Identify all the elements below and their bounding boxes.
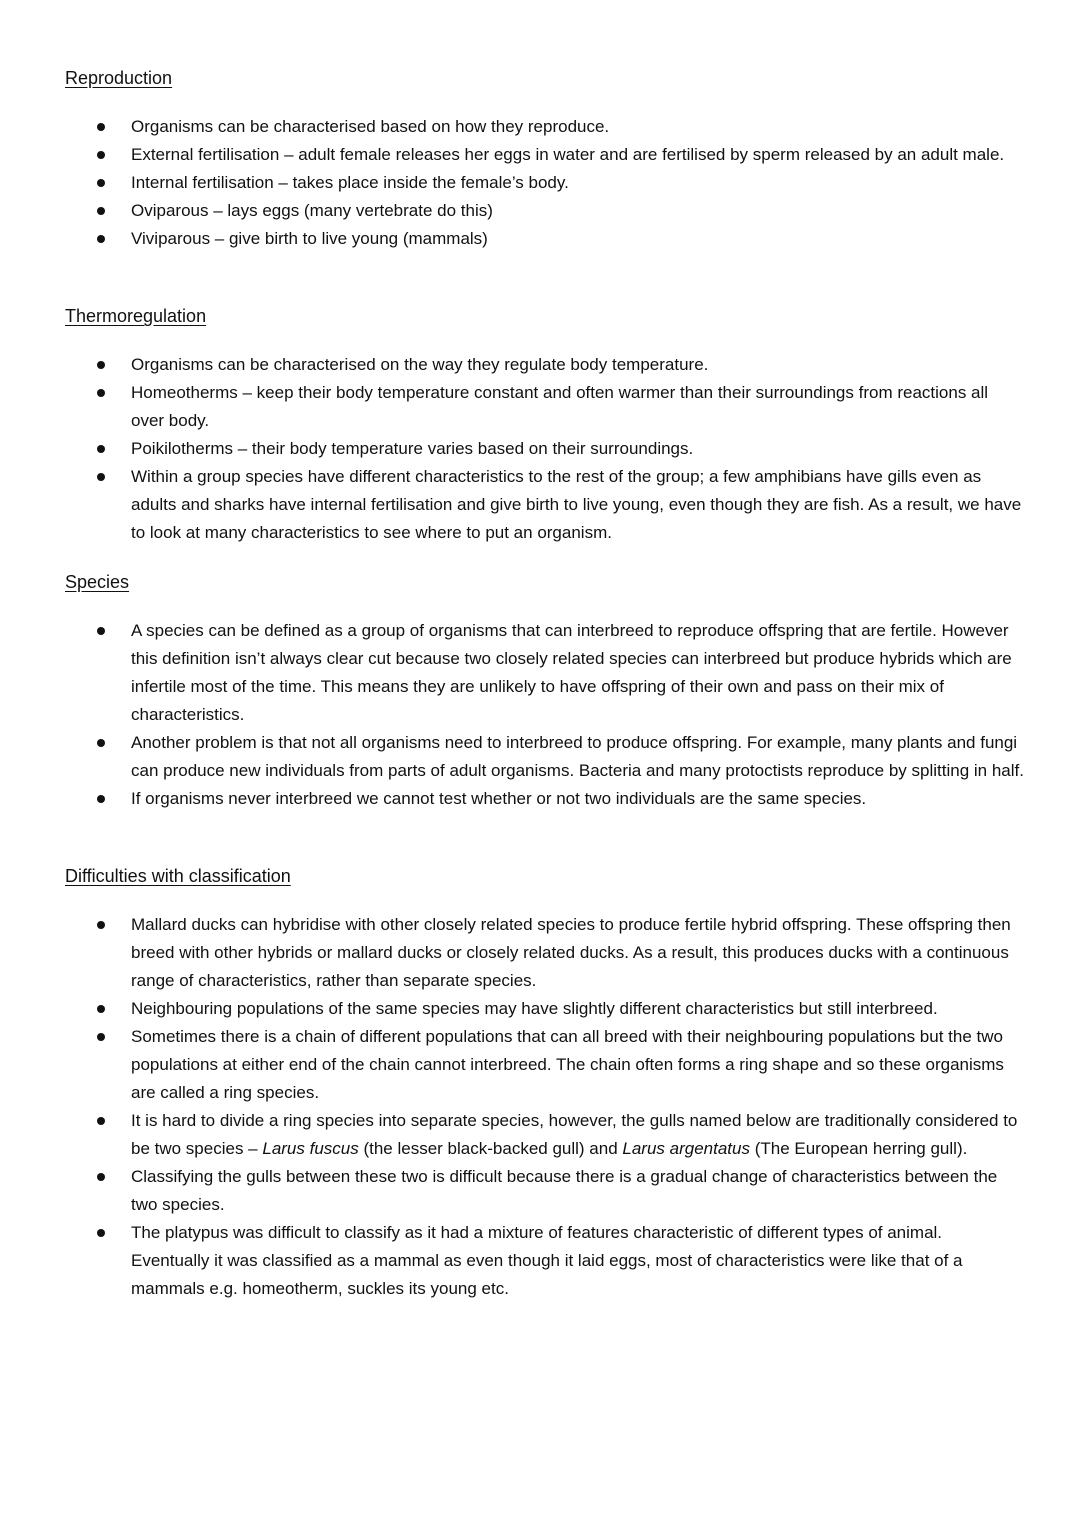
section-thermoregulation (65, 304, 1025, 547)
bullet-icon (97, 235, 105, 243)
list-item: Within a group species have different characteristics to the rest of the group; a few amphibians have gills even as adults and sharks have internal fertilisation and give birth to live young, even though they are fish. As a result, we have to look at many characteristics to see where to put an organism. (65, 463, 1025, 547)
list-item: A species can be defined as a group of organisms that can interbreed to reproduce offspring that are fertile. However this definition isn’t always clear cut because two closely related species can interbreed but produce hybrids which are infertile most of the time. This means they are unlikely to have offspring of their own and pass on their mix of characteristics. (65, 617, 1025, 729)
bullet-icon (97, 1005, 105, 1013)
bullet-icon (97, 361, 105, 369)
list-item: Mallard ducks can hybridise with other closely related species to produce fertile hybrid offspring. These offspring then breed with other hybrids or mallard ducks or closely related ducks. As a result, this produces ducks with a continuous range of characteristics, rather than separate species. (65, 911, 1025, 995)
bullet-icon (97, 389, 105, 397)
list-item: Organisms can be characterised based on how they reproduce. (65, 113, 1025, 141)
list-item: It is hard to divide a ring species into separate species, however, the gulls named below are traditionally considered to be two species – Larus fuscus (the lesser black-backed gull) and Larus argentatus (The European herring gull). (65, 1107, 1025, 1163)
species-name-italic: Larus fuscus (262, 1139, 359, 1158)
list-item: Another problem is that not all organisms need to interbreed to produce offspring. For example, many plants and fungi can produce new individuals from parts of adult organisms. Bacteria and many protoctists reproduce by splitting in half. (65, 729, 1025, 785)
list-item: External fertilisation – adult female releases her eggs in water and are fertilised by sperm released by an adult male. (65, 141, 1025, 169)
bullet-icon (97, 1033, 105, 1041)
bullet-list (65, 617, 1025, 813)
section-heading: Reproduction (65, 68, 173, 88)
list-item: Neighbouring populations of the same species may have slightly different characteristics but still interbreed. (65, 995, 1025, 1023)
section-heading: Difficulties with classification (65, 866, 291, 886)
list-item: Homeotherms – keep their body temperature constant and often warmer than their surroundings from reactions all over body. (65, 379, 1025, 435)
bullet-icon (97, 473, 105, 481)
bullet-list (65, 911, 1025, 1303)
section-reproduction (65, 66, 1025, 253)
bullet-icon (97, 207, 105, 215)
bullet-icon (97, 795, 105, 803)
list-item: Organisms can be characterised on the way they regulate body temperature. (65, 351, 1025, 379)
bullet-list (65, 113, 1025, 253)
bullet-icon (97, 627, 105, 635)
species-name-italic: Larus argentatus (622, 1139, 750, 1158)
bullet-list (65, 351, 1025, 547)
list-item: The platypus was difficult to classify as it had a mixture of features characteristic of different types of animal. Eventually it was classified as a mammal as even though it laid eggs, most of characteristics were like that of a mammals e.g. homeotherm, suckles its young etc. (65, 1219, 1025, 1303)
section-difficulties-with-classification (65, 864, 1025, 1303)
bullet-icon (97, 151, 105, 159)
bullet-icon (97, 921, 105, 929)
list-item: Poikilotherms – their body temperature varies based on their surroundings. (65, 435, 1025, 463)
list-item: If organisms never interbreed we cannot test whether or not two individuals are the same species. (65, 785, 1025, 813)
section-heading: Species (65, 572, 130, 592)
bullet-icon (97, 179, 105, 187)
section-species (65, 570, 1025, 813)
bullet-icon (97, 1117, 105, 1125)
bullet-icon (97, 1173, 105, 1181)
bullet-icon (97, 1229, 105, 1237)
list-item: Sometimes there is a chain of different populations that can all breed with their neighbouring populations but the two populations at either end of the chain cannot interbreed. The chain often forms a ring shape and so these organisms are called a ring species. (65, 1023, 1025, 1107)
list-item: Viviparous – give birth to live young (mammals) (65, 225, 1025, 253)
section-heading: Thermoregulation (65, 306, 207, 326)
list-item: Classifying the gulls between these two is difficult because there is a gradual change of characteristics between the two species. (65, 1163, 1025, 1219)
bullet-icon (97, 445, 105, 453)
list-item: Oviparous – lays eggs (many vertebrate do this) (65, 197, 1025, 225)
list-item: Internal fertilisation – takes place inside the female’s body. (65, 169, 1025, 197)
bullet-icon (97, 739, 105, 747)
bullet-icon (97, 123, 105, 131)
